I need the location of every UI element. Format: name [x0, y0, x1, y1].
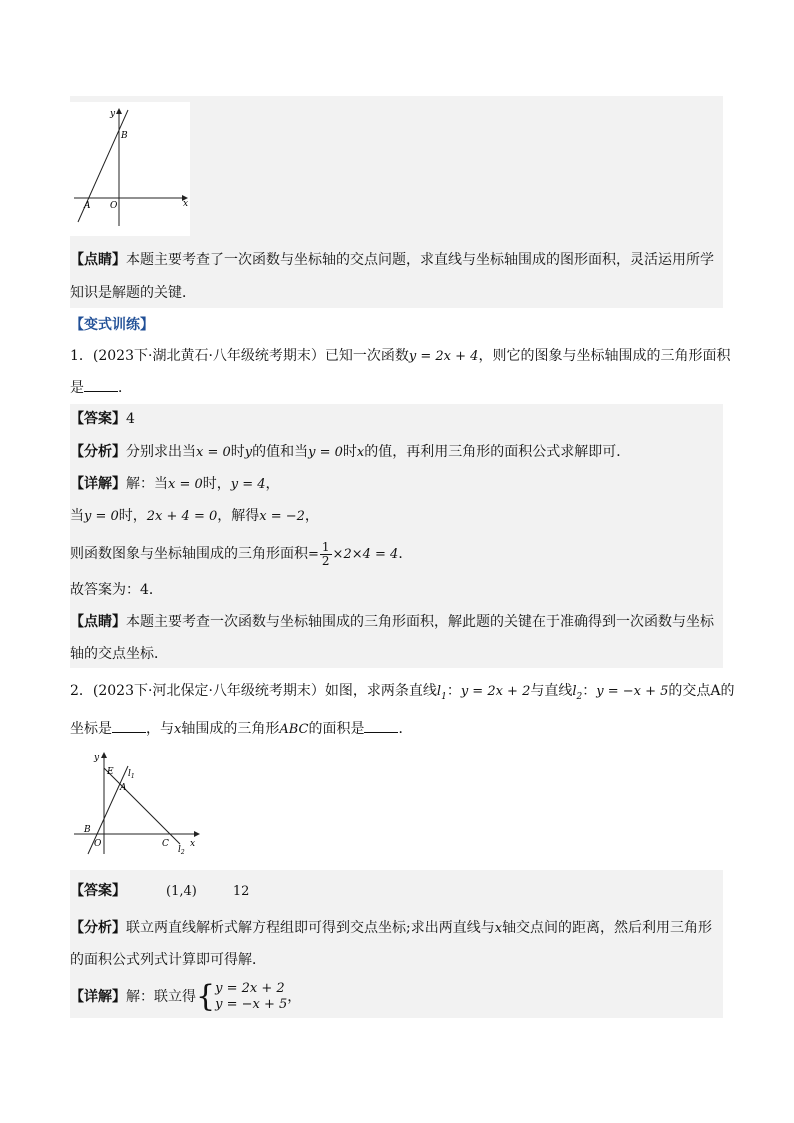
label-O: O — [94, 839, 102, 849]
label-O: O — [110, 201, 118, 211]
label-A: A — [84, 201, 91, 211]
q2-blank-2 — [364, 718, 398, 733]
label-B: B — [121, 131, 128, 141]
q1-detail-line-3: 则函数图象与坐标轴围成的三角形面积= $\frac{1}{2}$ ×2×4 = 4． — [70, 539, 413, 568]
q1-comment-line-2: 轴的交点坐标． — [70, 646, 168, 662]
q1-answer-blank — [84, 377, 118, 392]
label-E: E — [107, 767, 114, 777]
q2-answer-value-1: (1,4) — [166, 884, 197, 899]
section-title: 【变式训练】 — [70, 317, 154, 333]
comment-1-line-1: 【点睛】本题主要考查了一次函数与坐标轴的交点问题，求直线与坐标轴围成的图形面积，灵活运用所学 — [70, 252, 714, 268]
label-y: y — [110, 109, 116, 119]
q1-equation: y = 2x + 4 — [408, 349, 479, 364]
q2-stem-line-1: 2．(2023下·河北保定·八年级统考期末）如图，求两条直线$l_1$：y = 2x + 2与直线$l_2$：y = −x + 5的交点A的 — [70, 683, 735, 702]
q2-analysis-line-2: 的面积公式列式计算即可得解． — [70, 952, 266, 968]
q1-detail-line-1: 【详解】解：当x = 0时，y = 4， — [70, 476, 280, 492]
label-x: x — [190, 839, 196, 849]
q1-answer: 【答案】4 — [70, 411, 135, 427]
label-C: C — [162, 839, 169, 849]
q1-analysis: 【分析】分别求出当x = 0时y的值和当y = 0时x的值，再利用三角形的面积公式求解即可． — [70, 444, 631, 460]
q1-comment-line-1: 【点睛】本题主要考查一次函数与坐标轴围成的三角形面积，解此题的关键在于准确得到一次函数与坐标 — [70, 614, 714, 630]
comment-tag: 【点睛】 — [70, 252, 126, 268]
label-B: B — [84, 825, 91, 835]
label-y: y — [94, 753, 100, 763]
q1-stem-line-2: 是 ． — [70, 377, 723, 398]
figure-1-graph — [70, 102, 190, 236]
equation-system: y = 2x + 2 y = −x + 5 — [215, 981, 288, 1012]
figure-2-graph — [70, 748, 210, 860]
q2-stem-line-2: 坐标是 ，与x轴围成的三角形ABC的面积是 ． — [70, 718, 723, 740]
line-l2 — [104, 768, 180, 844]
q2-answer-value-2: 12 — [232, 884, 250, 899]
label-A: A — [120, 783, 127, 793]
label-l2: $l_2$ — [178, 845, 185, 856]
fraction-half: $\frac{1}{2}$ — [321, 539, 330, 568]
q2-detail: 【详解】解：联立得{ y = 2x + 2 y = −x + 5 ， — [70, 979, 302, 1014]
label-l1: $l_1$ — [128, 769, 135, 780]
q1-stem-line-1: 1．(2023下·湖北黄石·八年级统考期末）已知一次函数y = 2x + 4，则它的图象与坐标轴围成的三角形面积 — [70, 348, 731, 364]
q2-answer: 【答案】 (1,4) 12 — [70, 883, 250, 899]
q1-answer-value: 4 — [126, 411, 135, 427]
q2-blank-1 — [112, 718, 146, 733]
q1-detail-line-2: 当y = 0时，2x + 4 = 0，解得x = −2， — [70, 508, 319, 524]
q1-conclusion: 故答案为：4． — [70, 582, 163, 598]
system-brace: { — [196, 979, 216, 1014]
label-x: x — [183, 199, 189, 209]
comment-1-line-2: 知识是解题的关键． — [70, 285, 196, 301]
q2-analysis-line-1: 【分析】联立两直线解析式解方程组即可得到交点坐标;求出两直线与x轴交点间的距离，然后利用三角形 — [70, 920, 713, 936]
